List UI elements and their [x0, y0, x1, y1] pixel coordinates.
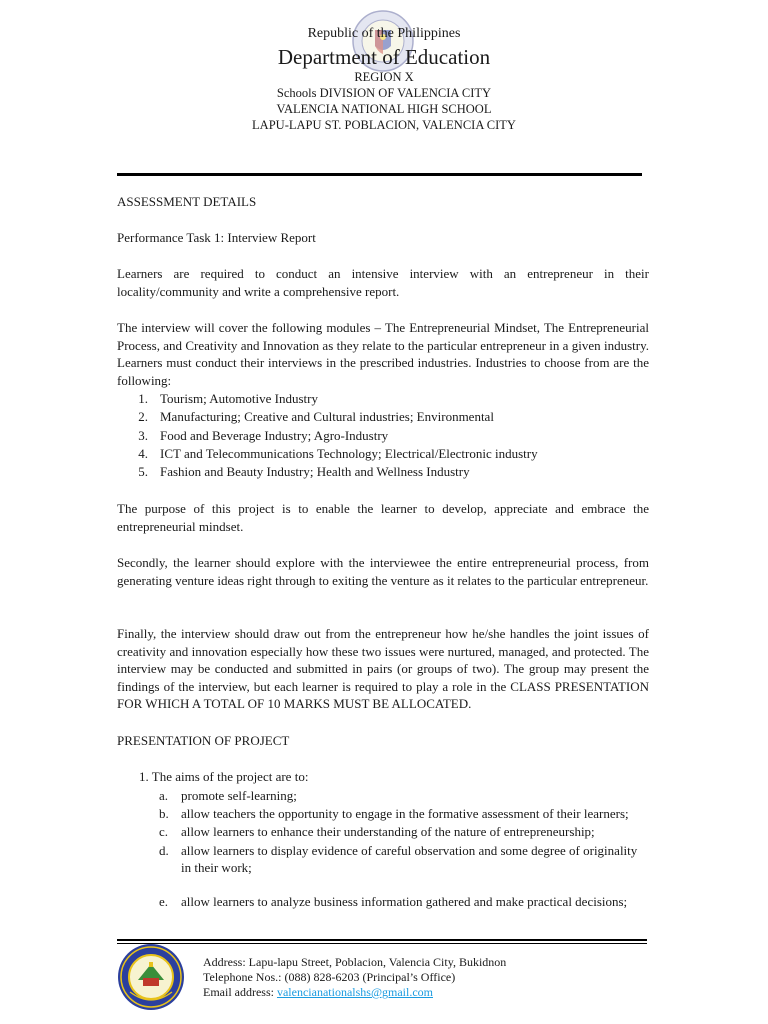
list-item-number: 4. — [138, 446, 148, 461]
header-divider — [117, 173, 642, 176]
aim-item: allow learners to display evidence of careful observation and some degree of originality in their work; — [181, 843, 638, 875]
department-title: Department of Education — [277, 45, 491, 69]
email-label: Email address: — [203, 985, 277, 999]
list-item-number: 1. — [138, 391, 148, 406]
task-title: Performance Task 1: Interview Report — [117, 230, 316, 245]
school-address: LAPU-LAPU ST. POBLACION, VALENCIA CITY — [252, 118, 516, 132]
footer-telephone: Telephone Nos.: (088) 828-6203 (Principal’s Office) — [203, 970, 456, 984]
list-item-number: 5. — [138, 464, 148, 479]
list-item: Food and Beverage Industry; Agro-Industry — [160, 428, 389, 443]
division-line: Schools DIVISION OF VALENCIA CITY — [276, 86, 492, 100]
footer-divider-thin — [117, 943, 647, 944]
republic-line: Republic of the Philippines — [307, 26, 461, 41]
aim-item: promote self-learning; — [181, 788, 297, 803]
aim-letter: c. — [159, 824, 169, 839]
footer-divider — [117, 939, 647, 941]
aims-intro: 1. The aims of the project are to: — [139, 769, 309, 784]
assessment-heading: ASSESSMENT DETAILS — [117, 194, 257, 209]
footer-email — [203, 985, 433, 1000]
aim-letter: e. — [159, 894, 169, 909]
aim-letter: b. — [159, 806, 169, 821]
presentation-heading: PRESENTATION OF PROJECT — [117, 733, 290, 748]
school-logo-icon — [116, 942, 186, 1012]
aim-item: allow teachers the opportunity to engage in the formative assessment of their learners; — [181, 806, 629, 821]
list-item: Tourism; Automotive Industry — [160, 391, 318, 406]
list-item: Manufacturing; Creative and Cultural industries; Environmental — [160, 409, 494, 424]
region-line: REGION X — [354, 70, 414, 84]
aim-item: allow learners to analyze business information gathered and make practical decisions; — [181, 894, 628, 909]
footer-address: Address: Lapu-lapu Street, Poblacion, Valencia City, Bukidnon — [203, 955, 507, 969]
aim-letter: d. — [159, 843, 169, 858]
aim-item: allow learners to enhance their understanding of the nature of entrepreneurship; — [181, 824, 595, 839]
purpose-paragraph: The purpose of this project is to enable the learner to develop, appreciate and embrace the entrepreneurial mindset. — [117, 501, 649, 534]
email-link[interactable]: valencianationalshs@gmail.com — [276, 985, 433, 999]
list-item: ICT and Telecommunications Technology; Electrical/Electronic industry — [160, 446, 538, 461]
list-item-number: 3. — [138, 428, 148, 443]
creativity-paragraph: Finally, the interview should draw out from the entrepreneur how he/she handles the joint issues of creativity and innovation especially how these two issues were nurtured, managed, and protected. The interview may be conducted and submitted in pairs (or groups of two). The group may present the findings of the interview, but each learner is required to play a role in the CLASS PRESENTATION FOR WHICH A TOTAL OF 10 MARKS MUST BE ALLOCATED. — [117, 626, 649, 711]
list-item: Fashion and Beauty Industry; Health and Wellness Industry — [160, 464, 470, 479]
modules-paragraph: The interview will cover the following modules – The Entrepreneurial Mindset, The Entrepreneurial Process, and Creativity and Innovation as they relate to the particular entrepreneur in a given industry. Learners must conduct their interviews in the prescribed industries. Industries to choose from are the following: — [117, 320, 649, 388]
list-item-number: 2. — [138, 409, 148, 424]
aim-letter: a. — [159, 788, 169, 803]
school-name: VALENCIA NATIONAL HIGH SCHOOL — [276, 102, 492, 116]
intro-paragraph: Learners are required to conduct an intensive interview with an entrepreneur in their locality/community and write a comprehensive report. — [117, 266, 649, 299]
process-paragraph: Secondly, the learner should explore with the interviewee the entire entrepreneurial process, from generating venture ideas right through to exiting the venture as it relates to the particular entrepreneur. — [117, 555, 649, 588]
